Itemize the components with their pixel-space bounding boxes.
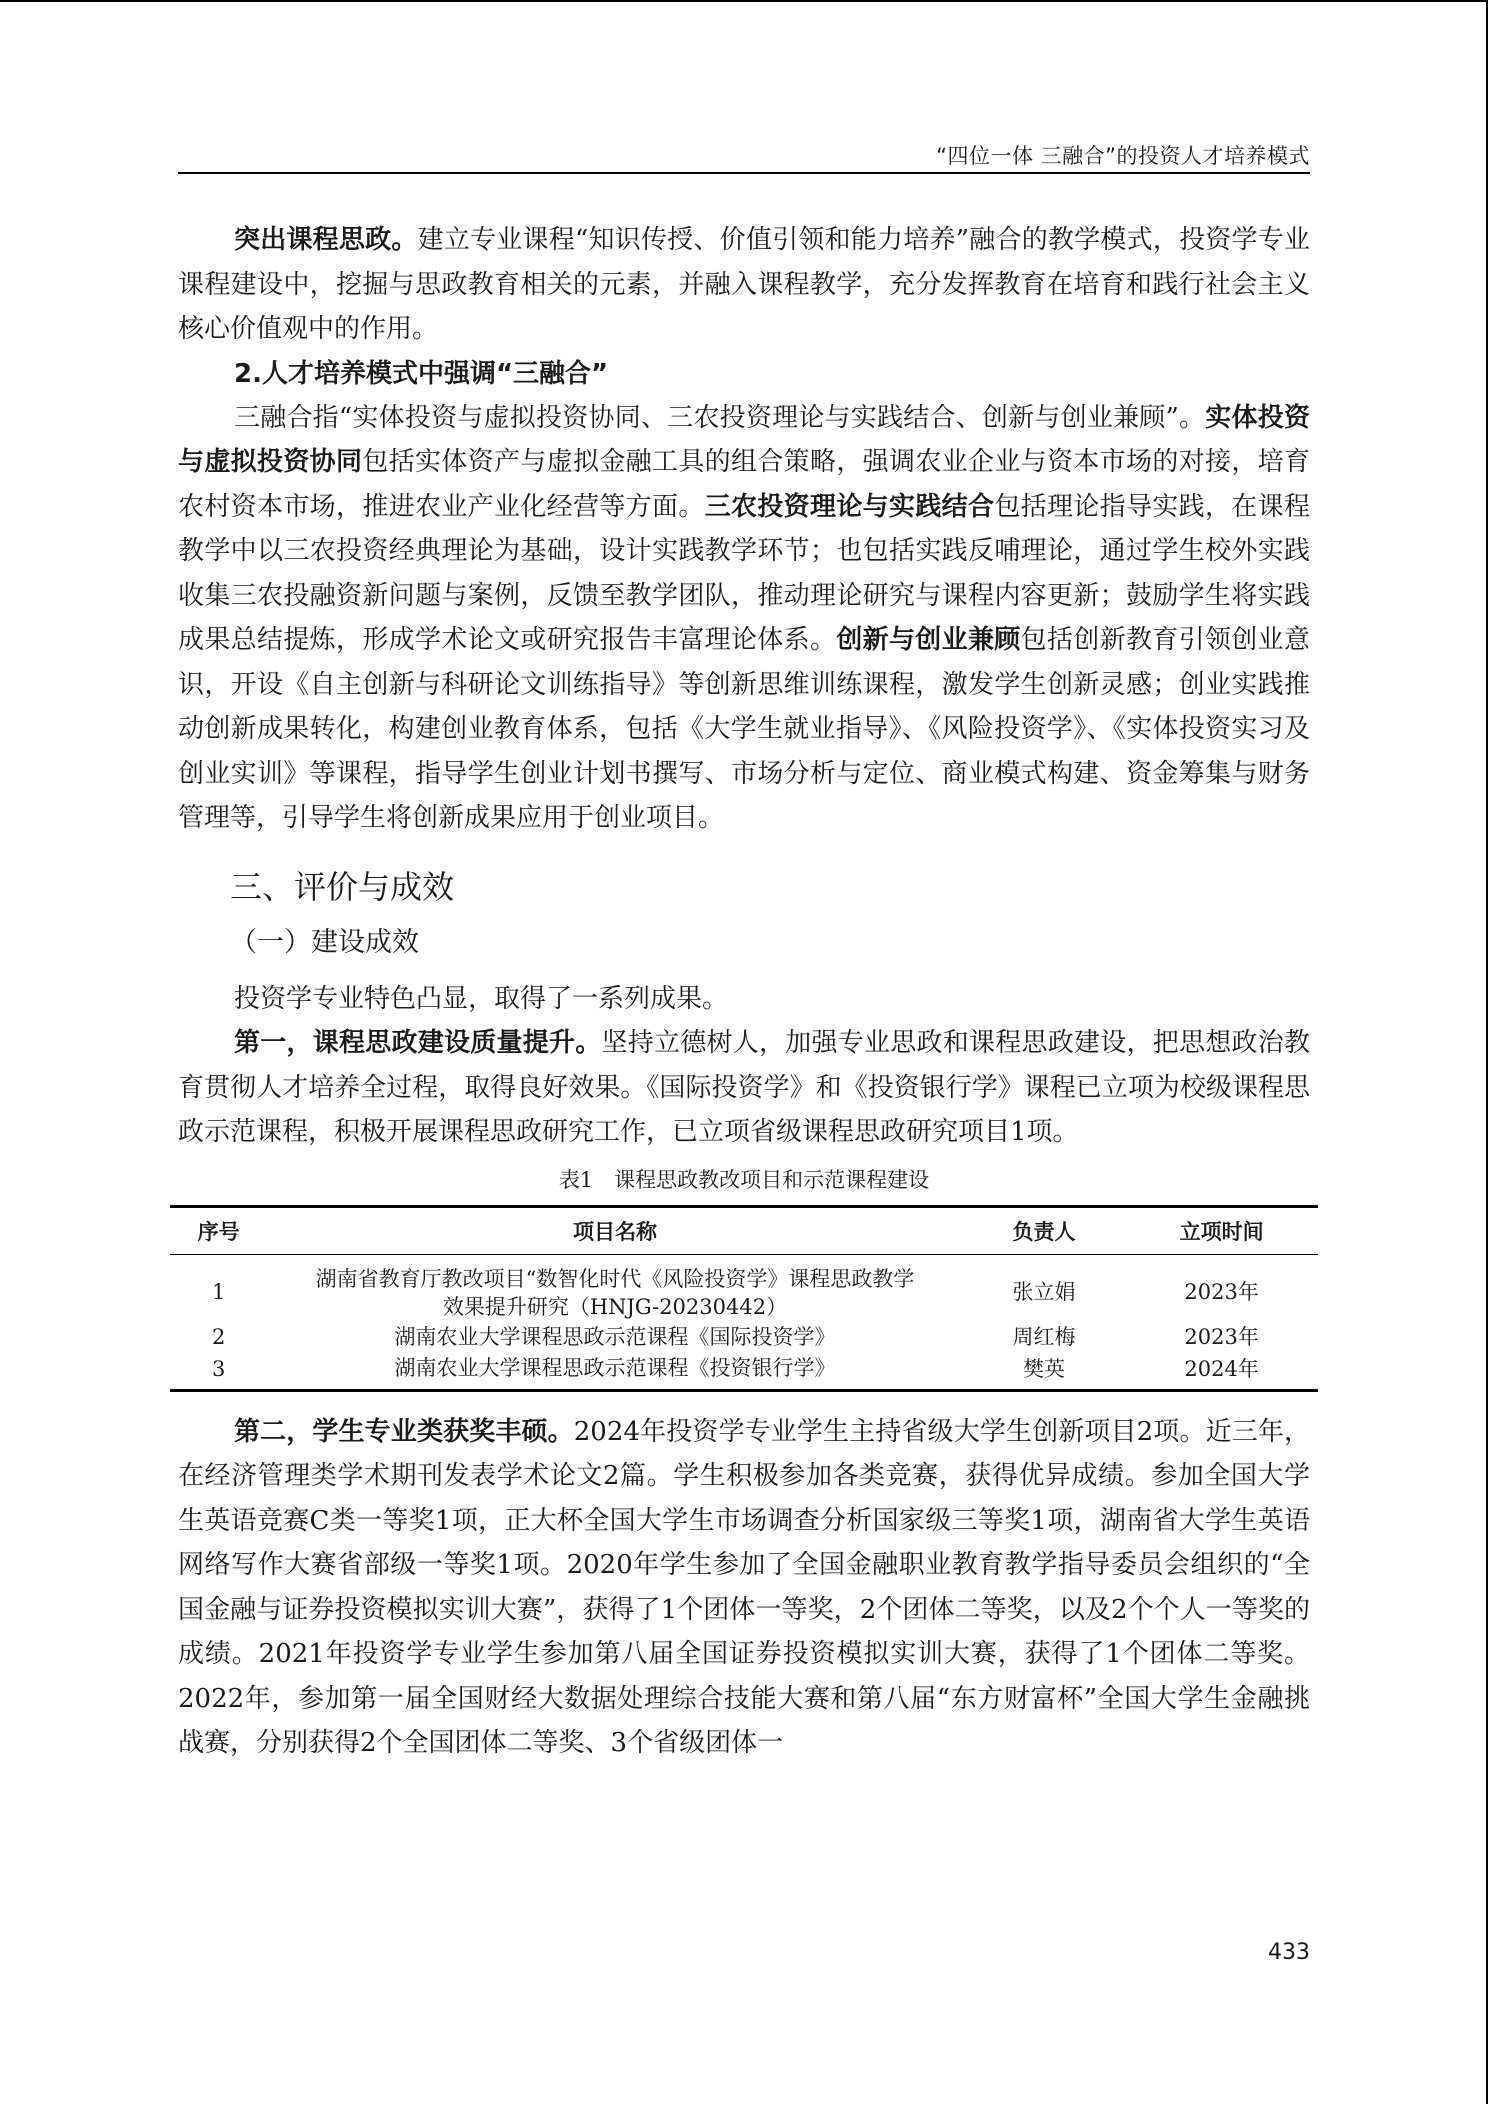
header-rule (178, 172, 1310, 174)
cell-year: 2023年 (1184, 1324, 1259, 1349)
paragraph-first-achievement (178, 1021, 1310, 1155)
cell-project-name: 湖南农业大学课程思政示范课程《国际投资学》 (394, 1324, 836, 1349)
running-head: “四位一体 三融合”的投资人才培养模式 (936, 144, 1310, 168)
section-heading: 三、评价与成效 (230, 867, 455, 906)
cell-no: 2 (211, 1324, 226, 1349)
projects-table (170, 1205, 1318, 1392)
table-row (170, 1353, 1318, 1391)
page-number: 433 (1268, 1940, 1310, 1965)
table-row (170, 1254, 1318, 1321)
paragraph-second-achievement (178, 1410, 1310, 1766)
paragraph-three-integration (178, 396, 1310, 841)
cell-project-name: 湖南省教育厅教改项目“数智化时代《风险投资学》课程思政教学效果提升研究（HNJG-20230442） (315, 1266, 915, 1319)
paragraph-text: 建立专业课程“知识传授、价值引领和能力培养”融合的教学模式，投资学专业课程建设中，挖掘与思政教育相关的元素，并融入课程教学，充分发挥教育在培育和践行社会主义核心价值观中的作用。 (178, 225, 1310, 344)
paragraph-text: 2024年投资学专业学生主持省级大学生创新项目2项。近三年，在经济管理类学术期刊发表学术论文2篇。学生积极参加各类竞赛，获得优异成绩。参加全国大学生英语竞赛C类一等奖1项，正大杯全国大学生市场调查分析国家级三等奖1项，湖南省大学生英语网络写作大赛省部级一等奖1项。2020年学生参加了全国金融职业教育教学指导委员会组织的“全国金融与证券投资模拟实训大赛”，获得了1个团体一等奖，2个团体二等奖，以及2个个人一等奖的成绩。2021年投资学专业学生参加第八届全国证券投资模拟实训大赛，获得了1个团体二等奖。2022年，参加第一届全国财经大数据处理综合技能大赛和第八届“东方财富杯”全国大学生金融挑战赛，分别获得2个全国团体二等奖、3个省级团体一 (178, 1416, 1310, 1758)
column-header: 序号 (197, 1219, 240, 1244)
paragraph-lead-bold: 第二，学生专业类获奖丰硕。 (234, 1416, 574, 1447)
cell-year: 2024年 (1184, 1356, 1259, 1381)
cell-project-name: 湖南农业大学课程思政示范课程《投资银行学》 (394, 1355, 836, 1380)
column-header: 立项时间 (1179, 1219, 1264, 1244)
cell-no: 1 (211, 1279, 226, 1304)
paragraph-text: 包括创新教育引领创业意识，开设《自主创新与科研论文训练指导》等创新思维训练课程，激发学生创新灵感；创业实践推动创新成果转化，构建创业教育体系，包括《大学生就业指导》、《风险投资学》、《实体投资实习及创业实训》等课程，指导学生创业计划书撰写、市场分析与定位、商业模式构建、资金筹集与财务管理等，引导学生将创新成果应用于创业项目。 (178, 625, 1310, 833)
subsection-heading: （一）建设成效 (230, 926, 419, 958)
column-header: 负责人 (1012, 1219, 1076, 1244)
cell-leader: 周红梅 (1012, 1324, 1076, 1349)
paragraph-lead-bold: 第一，课程思政建设质量提升。 (234, 1028, 602, 1058)
paragraph-text: 坚持立德树人，加强专业思政和课程思政建设，把思想政治教育贯彻人才培养全过程，取得良好效果。《国际投资学》和《投资银行学》课程已立项为校级课程思政示范课程，积极开展课程思政研究工作，已立项省级课程思政研究项目1项。 (178, 1028, 1310, 1147)
paragraph-course-ideology (178, 218, 1310, 352)
table-header-row (170, 1206, 1318, 1254)
cell-no: 3 (211, 1356, 226, 1381)
paragraph-text: 包括实体资产与虚拟金融工具的组合策略，强调农业企业与资本市场的对接，培育农村资本市场，推进农业产业化经营等方面。 (178, 447, 1310, 522)
body-text (178, 218, 1310, 1766)
paragraph-lead-bold: 突出课程思政。 (234, 225, 418, 255)
cell-leader: 张立娟 (1012, 1279, 1076, 1304)
bold-term: 三农投资理论与实践结合 (704, 491, 995, 522)
page-top-border (0, 0, 1488, 2)
paragraph-text: 包括理论指导实践，在课程教学中以三农投资经典理论为基础，设计实践教学环节；也包括实践反哺理论，通过学生校外实践收集三农投融资新问题与案例，反馈至教学团队，推动理论研究与课程内容更新；鼓励学生将实践成果总结提炼，形成学术论文或研究报告丰富理论体系。 (178, 491, 1310, 655)
paragraph-intro: 投资学专业特色凸显，取得了一系列成果。 (234, 983, 729, 1014)
bold-term: 创新与创业兼顾 (836, 625, 1021, 655)
subheading-three-integration: 2.人才培养模式中强调“三融合” (234, 358, 609, 389)
cell-leader: 樊英 (1022, 1356, 1065, 1381)
table-row (170, 1321, 1318, 1353)
cell-year: 2023年 (1184, 1279, 1259, 1304)
column-header: 项目名称 (572, 1219, 657, 1244)
table-caption: 表1 课程思政教改项目和示范课程建设 (558, 1167, 930, 1192)
paragraph-text: 三融合指“实体投资与虚拟投资协同、三农投资理论与实践结合、创新与创业兼顾”。 (234, 402, 1206, 433)
bold-term: 实体投资与虚拟投资协同 (178, 402, 1310, 477)
